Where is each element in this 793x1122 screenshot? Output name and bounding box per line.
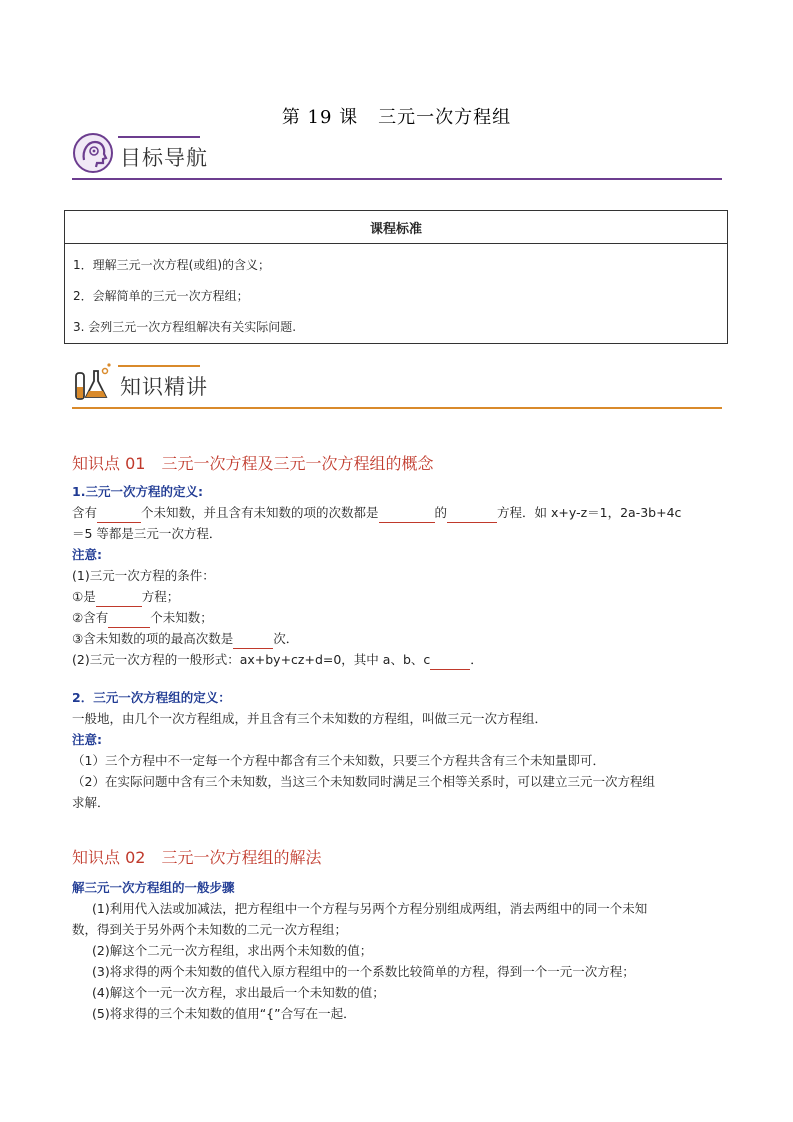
def1-title: 1.三元一次方程的定义:: [72, 484, 203, 499]
standard-item: 3. 会列三元一次方程组解决有关实际问题.: [73, 320, 297, 334]
cond-1: ①是 方程；: [72, 586, 732, 607]
step-5: (5)将求得的三个未知数的值用“{”合写在一起．: [92, 1006, 356, 1021]
course-standards-table: [64, 210, 728, 344]
cond-2: ②含有 个未知数；: [72, 607, 732, 628]
page-title: [0, 103, 793, 129]
note2-1: （1）三个方程中不一定每一个方程中都含有三个未知数，只要三个方程共含有三个未知量即可．: [72, 753, 605, 768]
section-knowledge-label: 知识精讲: [120, 375, 208, 399]
step-2: (2)解这个二元一次方程组，求出两个未知数的值；: [92, 943, 373, 958]
steps-title: 解三元一次方程组的一般步骤: [72, 880, 235, 895]
step-1b: 数，得到关于另外两个未知数的二元一次方程组；: [72, 922, 348, 937]
fill-blank: [96, 592, 142, 607]
general-form: (2)三元一次方程的一般形式：ax+by+cz+d=0，其中 a、b、c ．: [72, 649, 732, 670]
header-rule: [72, 407, 722, 409]
fill-blank: [233, 634, 273, 649]
lesson-number: 第 19 课: [281, 107, 359, 128]
lab-flask-icon: [72, 361, 114, 403]
def1-line2: ＝5 等都是三元一次方程．: [72, 526, 222, 541]
fill-blank: [447, 508, 497, 523]
table-header: 课程标准: [65, 211, 728, 244]
kp2-title: [72, 845, 337, 868]
kp1-text: 三元一次方程及三元一次方程组的概念: [161, 454, 434, 473]
fill-blank: [97, 508, 141, 523]
cond-3: ③含未知数的项的最高次数是 次．: [72, 628, 732, 649]
kp2-text: 三元一次方程组的解法: [161, 848, 322, 867]
kp1-number: 知识点 01: [72, 454, 146, 473]
kp2-number: 知识点 02: [72, 848, 146, 867]
step-4: (4)解这个一元一次方程，求出最后一个未知数的值；: [92, 985, 385, 1000]
kp1-body: [72, 481, 732, 813]
def2-text: 一般地，由几个一次方程组成，并且含有三个未知数的方程组，叫做三元一次方程组．: [72, 711, 548, 726]
fill-blank: [430, 655, 470, 670]
fill-blank: [379, 508, 435, 523]
brain-head-icon: [72, 132, 114, 174]
standards-list: [65, 244, 728, 344]
section-knowledge-header: [72, 365, 722, 409]
section-target-label: 目标导航: [120, 146, 208, 170]
header-accent-line: [118, 365, 200, 367]
standard-item: 2．会解简单的三元一次方程组；: [73, 289, 249, 303]
note2-2a: （2）在实际问题中含有三个未知数，当这三个未知数同时满足三个相等关系时，可以建立三元一次方程组: [72, 774, 655, 789]
kp2-body: [72, 877, 732, 1024]
cond-title: (1)三元一次方程的条件：: [72, 568, 215, 583]
step-1a: (1)利用代入法或加减法，把方程组中一个方程与另两个方程分别组成两组，消去两组中的同一个未知: [92, 901, 648, 916]
section-target-header: [72, 136, 722, 180]
def2-title: 2．三元一次方程组的定义：: [72, 690, 231, 705]
lesson-topic: 三元一次方程组: [378, 107, 512, 128]
step-3: (3)将求得的两个未知数的值代入原方程组中的一个系数比较简单的方程，得到一个一元一次方程；: [92, 964, 635, 979]
fill-blank: [108, 613, 150, 628]
standard-item: 1．理解三元一次方程(或组)的含义；: [73, 258, 270, 272]
header-rule: [72, 178, 722, 180]
note2-label: 注意:: [72, 732, 102, 747]
header-accent-line: [118, 136, 200, 138]
def1-line1: 含有 个未知数，并且含有未知数的项的次数都是 的 方程．如 x+y-z＝1，2a-3b+4c: [72, 502, 732, 523]
note2-2b: 求解．: [72, 795, 110, 810]
kp1-title: [72, 451, 449, 474]
note-label: 注意:: [72, 547, 102, 562]
